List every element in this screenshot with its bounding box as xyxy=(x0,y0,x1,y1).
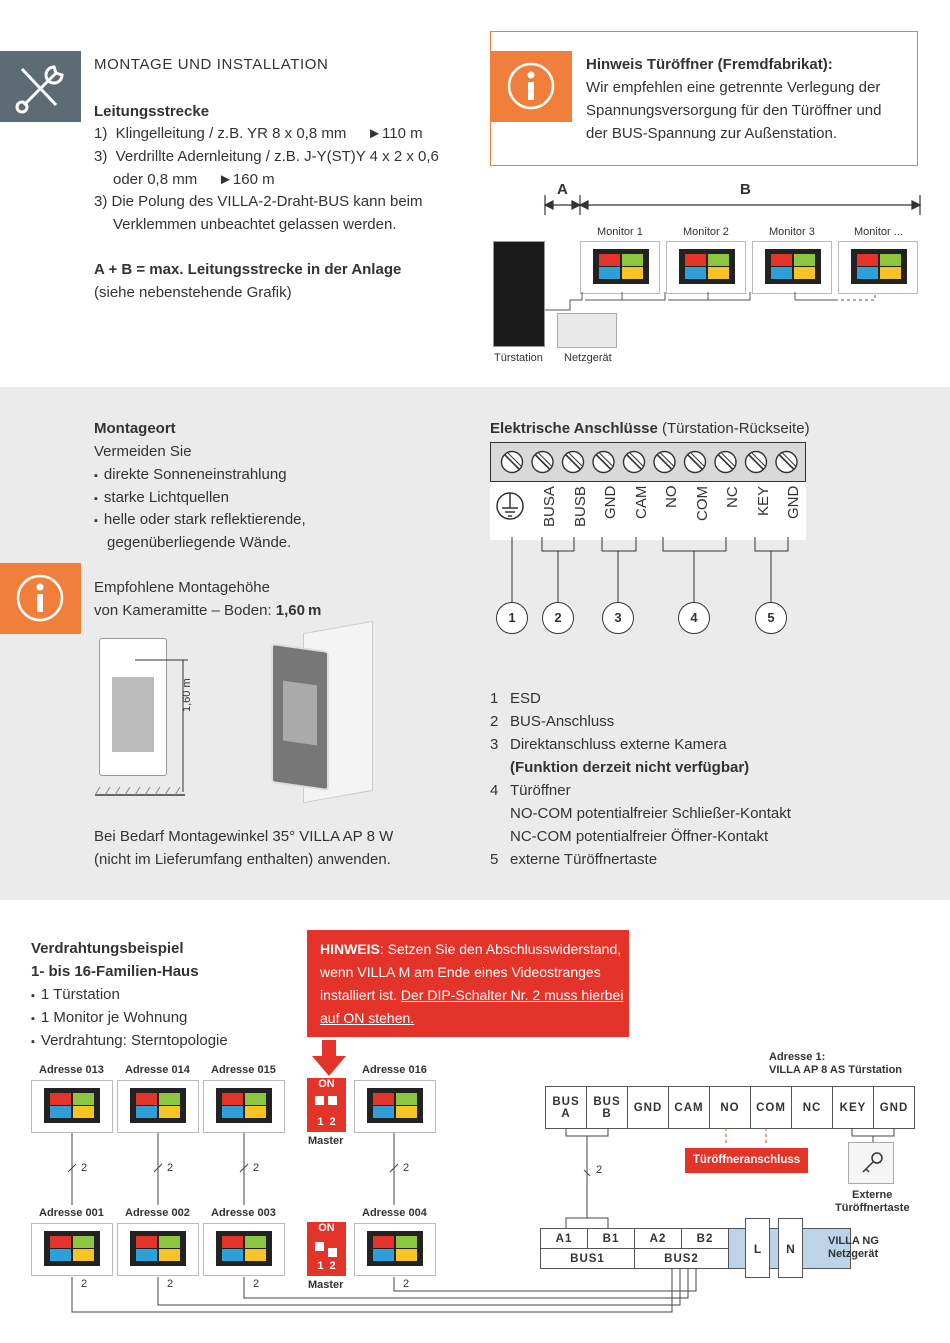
angled-display xyxy=(283,681,317,746)
cell-key: KEY xyxy=(833,1087,874,1129)
sum-note: (siehe nebenstehende Grafik) xyxy=(94,284,292,301)
ground-icon xyxy=(496,490,524,522)
hint-line-1: Wir empfehlen eine getrennte Verlegung der xyxy=(586,79,881,96)
dip-numbers: 1 2 xyxy=(317,1260,336,1272)
place-intro: Vermeiden Sie xyxy=(94,443,192,460)
monitor-label-1: Monitor 1 xyxy=(597,226,643,238)
cell-cam: CAM xyxy=(669,1087,710,1129)
bottom-address-0: Adresse 001 xyxy=(39,1207,104,1219)
pair-count-bus: 2 xyxy=(596,1164,603,1176)
hint-rest: : Setzen Sie den Abschlusswiderstand, xyxy=(379,941,622,957)
hint-line-2: wenn VILLA M am Ende eines Videostranges xyxy=(320,964,601,980)
legend-text: Direktanschluss externe Kamera xyxy=(510,736,727,753)
top-address-0: Adresse 013 xyxy=(39,1064,104,1076)
pair-count-3: 2 xyxy=(253,1162,260,1174)
monitor-label-4: Monitor ... xyxy=(854,226,903,238)
tools-icon xyxy=(0,51,81,122)
hint-underline-2: auf ON stehen. xyxy=(320,1010,415,1026)
ng-name-2: Netzgerät xyxy=(828,1248,879,1260)
bottom-address-3: Adresse 004 xyxy=(362,1207,427,1219)
monitor-3 xyxy=(752,241,832,294)
address-1-label: Adresse 1: xyxy=(769,1051,826,1063)
callout-4: 4 xyxy=(678,602,710,634)
section-title: MONTAGE UND INSTALLATION xyxy=(94,56,329,73)
terminal-label: NO xyxy=(663,486,680,509)
door-label: Türstation xyxy=(494,352,543,364)
cell-gnd2: GND xyxy=(874,1087,915,1129)
wiring-bullet-1: ▪ 1 Türstation xyxy=(31,983,120,1008)
label-b: B xyxy=(740,181,751,198)
info-icon xyxy=(0,563,81,634)
rec-height: 1,60 m xyxy=(275,602,322,619)
hint-line-2: Spannungsversorgung für den Türöffner und xyxy=(586,102,882,119)
wiring-bullet-3: ▪ Verdrahtung: Sterntopologie xyxy=(31,1029,228,1054)
cable-line-2b: oder 0,8 mm ►160 m xyxy=(113,171,275,188)
hint-underline-1: Der DIP-Schalter Nr. 2 muss hierbei xyxy=(400,987,624,1003)
terminal-block xyxy=(490,442,806,482)
callout-2: 2 xyxy=(542,602,574,634)
place-bullet-2: ▪ starke Lichtquellen xyxy=(94,486,229,511)
pair-count-1: 2 xyxy=(81,1162,88,1174)
monitor-label-3: Monitor 3 xyxy=(769,226,815,238)
terminal-labels xyxy=(490,482,806,540)
elec-title-rest: (Türstation-Rückseite) xyxy=(657,420,810,437)
installation-section xyxy=(0,0,950,387)
cell-a2: A2 xyxy=(635,1229,682,1249)
rec-line-2 xyxy=(94,599,321,622)
cell-b1: B1 xyxy=(588,1229,635,1249)
bottom-address-1: Adresse 002 xyxy=(125,1207,190,1219)
cell-no: NO xyxy=(710,1087,751,1129)
legend-num: 1 xyxy=(490,690,499,707)
pair-count-2: 2 xyxy=(167,1162,174,1174)
height-label: 1,60 m xyxy=(181,678,193,712)
legend-text: externe Türöffnertaste xyxy=(510,851,658,868)
cable-line-1: 1) Klingelleitung / z.B. YR 8 x 0,8 mm ►110 m xyxy=(94,125,423,142)
pair-count-7: 2 xyxy=(253,1278,260,1290)
hint-line-3: der BUS-Spannung zur Außenstation. xyxy=(586,125,837,142)
sum-bold: A + B = max. Leitungsstrecke in der Anlage xyxy=(94,261,402,278)
label-a: A xyxy=(557,181,568,198)
terminal-label: BUSA xyxy=(541,486,558,527)
place-title: Montageort xyxy=(94,420,176,437)
terminal-label: KEY xyxy=(754,486,772,517)
rec-text: von Kameramitte – Boden: xyxy=(94,602,276,619)
callout-3: 3 xyxy=(602,602,634,634)
cell-text: BUS xyxy=(552,1095,580,1108)
top-address-3: Adresse 016 xyxy=(362,1064,427,1076)
cell-com: COM xyxy=(751,1087,792,1129)
cell-b2: B2 xyxy=(682,1229,729,1249)
mount-angled-drawing xyxy=(271,643,329,791)
cell-text: BUS xyxy=(593,1095,621,1108)
pair-count-5: 2 xyxy=(81,1278,88,1290)
terminal-n: N xyxy=(778,1218,803,1278)
hint-box xyxy=(490,31,918,166)
terminal-screws xyxy=(491,443,807,483)
legend-num: 3 xyxy=(490,736,499,753)
top-address-2: Adresse 015 xyxy=(211,1064,276,1076)
dip-numbers: 1 2 xyxy=(317,1116,336,1128)
legend-num: 5 xyxy=(490,851,499,868)
bottom-address-2: Adresse 003 xyxy=(211,1207,276,1219)
cell-gnd: GND xyxy=(628,1087,669,1129)
callout-5: 5 xyxy=(755,602,787,634)
door-opener-badge: Türöffneranschluss xyxy=(685,1148,808,1173)
door-station-label: VILLA AP 8 AS Türstation xyxy=(769,1064,903,1076)
wiring-lines xyxy=(0,900,950,1343)
legend-text: (Funktion derzeit nicht verfügbar) xyxy=(510,759,750,776)
wiring-section xyxy=(0,900,950,1343)
cell-text: B xyxy=(602,1107,612,1120)
rec-line-1: Empfohlene Montagehöhe xyxy=(94,579,270,596)
cable-heading: Leitungsstrecke xyxy=(94,103,210,120)
door-station xyxy=(493,241,545,347)
info-tile-2 xyxy=(0,563,81,634)
terminal-l: L xyxy=(745,1218,770,1278)
topo-wiring xyxy=(540,290,890,320)
terminal-label: COM xyxy=(693,486,711,521)
terminal-label: CAM xyxy=(632,486,650,520)
callout-1: 1 xyxy=(496,602,528,634)
wiring-title-2: 1- bis 16-Familien-Haus xyxy=(31,963,199,980)
pair-count-4: 2 xyxy=(403,1162,410,1174)
cable-line-3b: Verklemmen unbeachtet gelassen werden. xyxy=(113,216,397,233)
master-label-top: Master xyxy=(308,1135,344,1147)
cell-a1: A1 xyxy=(541,1229,588,1249)
pair-count-8: 2 xyxy=(403,1278,410,1290)
place-bullet-3: ▪ helle oder stark reflektierende, xyxy=(94,508,306,533)
legend-text: ESD xyxy=(510,690,541,707)
hint-title: Hinweis Türöffner (Fremdfabrikat): xyxy=(586,56,833,73)
power-label: Netzgerät xyxy=(564,352,612,364)
terminal-label: BUSB xyxy=(571,486,589,527)
tools-tile xyxy=(0,51,81,122)
mounting-section xyxy=(0,387,950,900)
info-icon xyxy=(491,51,572,122)
top-address-1: Adresse 014 xyxy=(125,1064,190,1076)
terminal-label: GND xyxy=(602,486,619,520)
cell-bus2: BUS2 xyxy=(635,1249,729,1269)
distance-arrows xyxy=(540,195,925,215)
cell-text: A xyxy=(561,1107,571,1120)
pair-count-6: 2 xyxy=(167,1278,174,1290)
legend-text: Türöffner xyxy=(510,782,571,799)
legend-text: NO-COM potentialfreier Schließer-Kontakt xyxy=(510,805,791,822)
hint-bold: HINWEIS xyxy=(320,941,380,957)
note-line-2: (nicht im Lieferumfang enthalten) anwenden. xyxy=(94,851,391,868)
place-bullet-3b: gegenüberliegende Wände. xyxy=(107,534,292,551)
legend-num: 2 xyxy=(490,713,499,730)
dip-on-label: ON xyxy=(318,1078,335,1090)
ext-label-2: Türöffnertaste xyxy=(835,1202,910,1214)
cell-bus1: BUS1 xyxy=(541,1249,635,1269)
ng-name-1: VILLA NG xyxy=(828,1235,879,1247)
monitor-2 xyxy=(666,241,746,294)
info-tile xyxy=(491,51,572,122)
terminal-label: GND xyxy=(785,486,802,520)
terminal-label: NC xyxy=(724,486,741,508)
monitor-4 xyxy=(838,241,918,294)
monitor-label-2: Monitor 2 xyxy=(683,226,729,238)
note-line-1: Bei Bedarf Montagewinkel 35° VILLA AP 8 W xyxy=(94,828,394,845)
wiring-title-1: Verdrahtungsbeispiel xyxy=(31,940,184,957)
elec-title xyxy=(490,417,810,440)
ext-label-1: Externe xyxy=(852,1189,893,1201)
master-label-bottom: Master xyxy=(308,1279,344,1291)
wiring-bullet-2: ▪ 1 Monitor je Wohnung xyxy=(31,1006,187,1031)
place-bullet-1: ▪ direkte Sonneneinstrahlung xyxy=(94,463,287,488)
legend-text: NC-COM potentialfreier Öffner-Kontakt xyxy=(510,828,769,845)
legend-num: 4 xyxy=(490,782,499,799)
cable-line-2: 3) Verdrillte Adernleitung / z.B. J-Y(ST)Y 4 x 2 x 0,6 xyxy=(94,148,439,165)
legend-text: BUS-Anschluss xyxy=(510,713,615,730)
dip-on-label: ON xyxy=(318,1222,335,1234)
elec-title-bold: Elektrische Anschlüsse xyxy=(490,420,658,437)
cell-nc: NC xyxy=(792,1087,833,1129)
monitor-1 xyxy=(580,241,660,294)
cable-line-3: 3) Die Polung des VILLA-2-Draht-BUS kann beim xyxy=(94,193,423,210)
hint-line-3: installiert ist. xyxy=(320,987,401,1003)
